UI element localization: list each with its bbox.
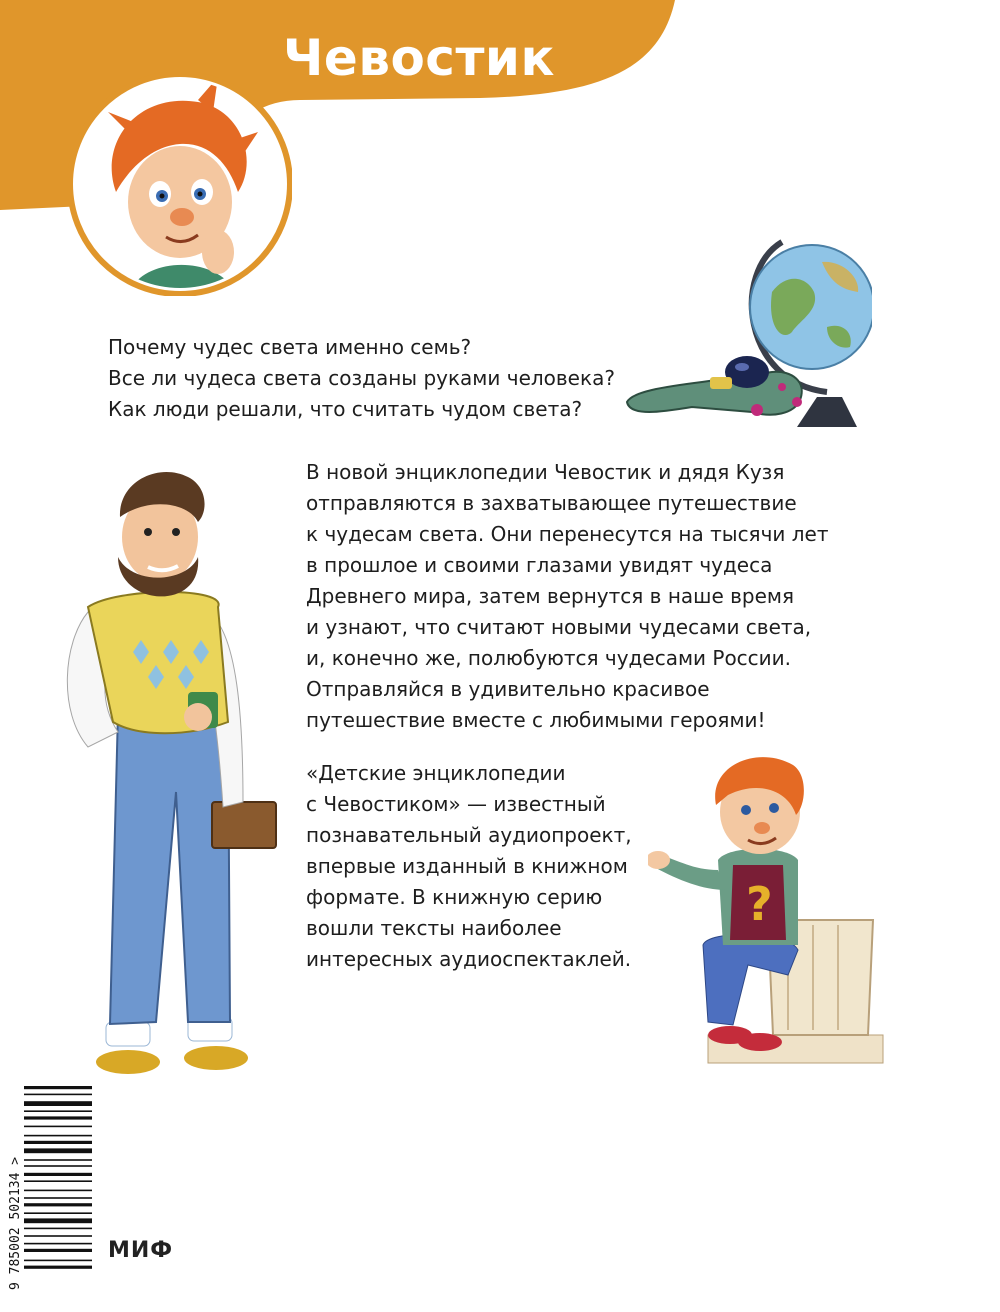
barcode-bar (24, 1260, 92, 1262)
barcode-bar (24, 1094, 92, 1096)
barcode-bar (24, 1141, 92, 1144)
publisher-logo: МИФ (108, 1238, 174, 1263)
barcode-bar (24, 1203, 92, 1206)
barcode-bar (24, 1126, 92, 1128)
barcode-bar (24, 1243, 92, 1245)
chevostik-sitting-illustration (648, 750, 893, 1070)
barcode-bar (24, 1235, 92, 1237)
barcode-bar (24, 1148, 92, 1153)
description-line: путешествие вместе с любимыми героями! (306, 708, 766, 732)
question-line: Почему чудес света именно семь? (108, 335, 472, 359)
barcode-bar (24, 1173, 92, 1176)
barcode-bar (24, 1086, 92, 1089)
barcode-bar (24, 1180, 92, 1182)
svg-text:?: ? (746, 877, 773, 931)
barcode-bar (24, 1159, 92, 1161)
series-line: вошли тексты наиболее (306, 916, 562, 940)
barcode-number: 9 785002 502134 > (8, 1156, 23, 1290)
barcode-bar (24, 1101, 92, 1106)
description-paragraph (306, 457, 829, 736)
description-line: В новой энциклопедии Чевостик и дядя Кузя (306, 460, 785, 484)
barcode-bar (24, 1190, 92, 1192)
barcode-bar (24, 1110, 92, 1112)
series-line: с Чевостиком» — известный (306, 792, 606, 816)
uncle-kuzya-illustration (48, 462, 303, 1082)
description-line: в прошлое и своими глазами увидят чудеса (306, 553, 773, 577)
chevostik-portrait-icon (68, 72, 292, 296)
series-paragraph (306, 758, 632, 975)
intro-questions (108, 332, 615, 425)
series-line: впервые изданный в книжном (306, 854, 628, 878)
description-line: и узнают, что считают новыми чудесами света, (306, 615, 812, 639)
description-line: Древнего мира, затем вернутся в наше время (306, 584, 795, 608)
barcode-bar (24, 1218, 92, 1223)
barcode-bar (24, 1116, 92, 1119)
barcode-bar (24, 1266, 92, 1269)
barcode-bar (24, 1197, 92, 1199)
barcode-bar (24, 1228, 92, 1230)
barcode-bar (24, 1135, 92, 1137)
barcode-bar (24, 1249, 92, 1252)
globe-gadget-icon (622, 232, 872, 428)
series-line: формате. В книжную серию (306, 885, 603, 909)
description-line: отправляются в захватывающее путешествие (306, 491, 797, 515)
description-line: и, конечно же, полюбуются чудесами России. (306, 646, 792, 670)
barcode-bar (24, 1212, 92, 1214)
series-line: интересных аудиоспектаклей. (306, 947, 632, 971)
series-line: познавательный аудиопроект, (306, 823, 632, 847)
page-title: Чевостик (283, 29, 555, 87)
description-line: к чудесам света. Они перенесутся на тысячи лет (306, 522, 829, 546)
description-line: Отправляйся в удивительно красивое (306, 677, 710, 701)
series-line: «Детские энциклопедии (306, 761, 566, 785)
question-line: Как люди решали, что считать чудом света? (108, 397, 583, 421)
barcode-bar (24, 1165, 92, 1167)
question-line: Все ли чудеса света созданы руками человека? (108, 366, 615, 390)
